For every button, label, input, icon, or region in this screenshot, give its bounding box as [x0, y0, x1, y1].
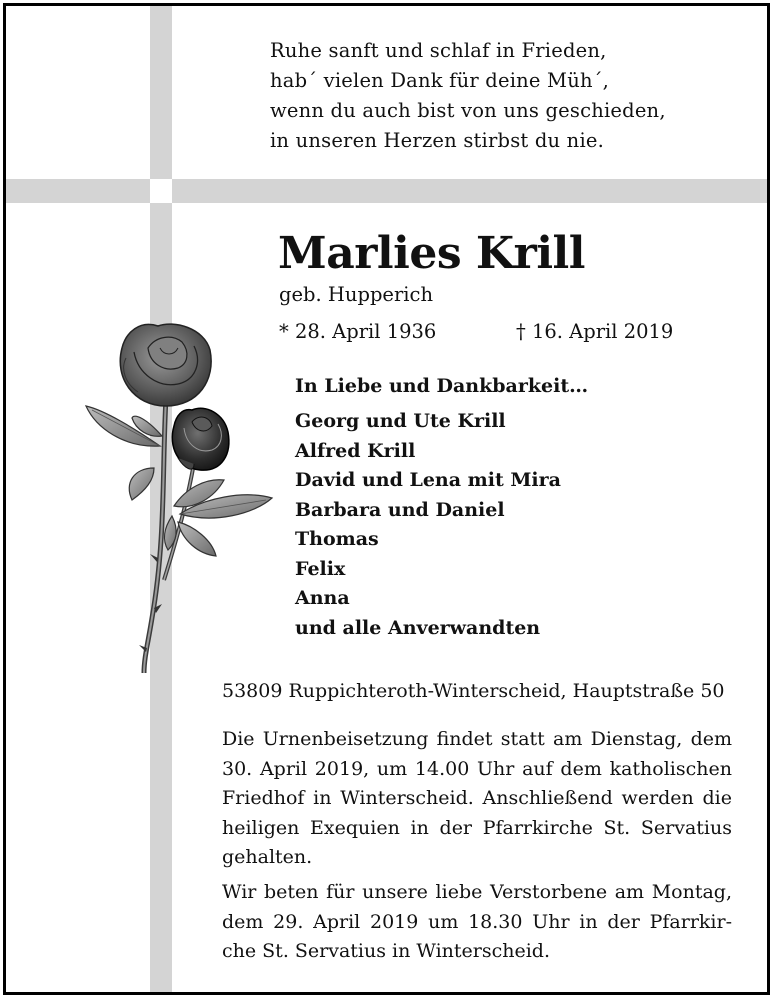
birth-date: * 28. April 1936	[279, 320, 437, 343]
rose-icon	[74, 318, 274, 683]
cross-intersection	[150, 179, 172, 203]
burial-paragraph	[222, 725, 732, 873]
mourner-name: und alle Anverwandten	[295, 616, 541, 639]
obituary-notice	[3, 3, 770, 995]
mourners-list	[295, 371, 588, 643]
mourner-name: Barbara und Daniel	[295, 498, 505, 521]
address: 53809 Ruppichteroth-Winterscheid, Hauptstraße 50	[222, 680, 725, 702]
mourners-heading: In Liebe und Dankbarkeit…	[295, 375, 589, 397]
paragraph-line: dem 29. April 2019 um 18.30 Uhr in der Pfarrkir-	[222, 910, 732, 933]
death-date: † 16. April 2019	[516, 320, 674, 343]
prayer-paragraph	[222, 878, 732, 967]
deceased-name: Marlies Krill	[278, 228, 585, 279]
mourner-name: Felix	[295, 557, 346, 580]
mourner-name: Georg und Ute Krill	[295, 410, 506, 432]
cross-horizontal-bar	[6, 179, 767, 203]
paragraph-line: Die Urnenbeisetzung findet statt am Dienstag, dem	[222, 728, 732, 750]
poem-line: hab´ vielen Dank für deine Müh´,	[270, 69, 610, 92]
maiden-name: geb. Hupperich	[279, 283, 434, 306]
mourner-name: David und Lena mit Mira	[295, 469, 561, 491]
paragraph-line: che St. Servatius in Winterscheid.	[222, 940, 551, 963]
paragraph-line: heiligen Exequien in der Pfarrkirche St. Servatius	[222, 816, 732, 839]
poem-line: wenn du auch bist von uns geschieden,	[270, 99, 666, 122]
paragraph-line: gehalten.	[222, 846, 313, 869]
poem	[270, 36, 666, 156]
mourner-name: Alfred Krill	[295, 439, 416, 462]
poem-line: in unseren Herzen stirbst du nie.	[270, 129, 605, 152]
poem-line: Ruhe sanft und schlaf in Frieden,	[270, 39, 607, 62]
mourner-name: Thomas	[295, 528, 379, 550]
paragraph-line: Friedhof in Winterscheid. Anschließend werden die	[222, 787, 732, 810]
paragraph-line: 30. April 2019, um 14.00 Uhr auf dem katholischen	[222, 757, 732, 780]
paragraph-line: Wir beten für unsere liebe Verstorbene am Montag,	[222, 881, 732, 903]
mourner-name: Anna	[295, 587, 350, 609]
